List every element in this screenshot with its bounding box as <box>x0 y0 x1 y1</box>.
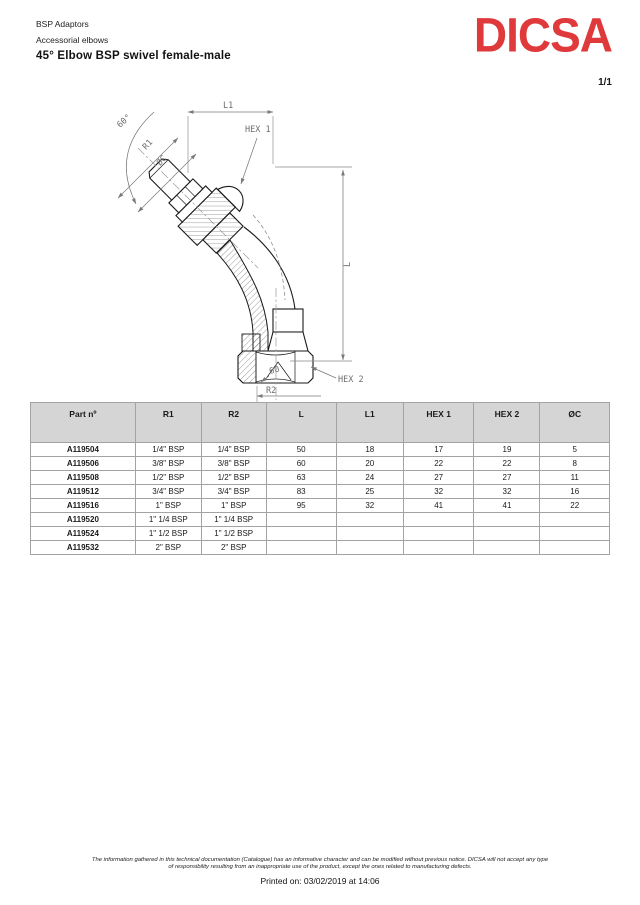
column-header: R2 <box>201 403 266 443</box>
spec-cell <box>266 527 336 541</box>
spec-cell <box>336 541 403 555</box>
spec-cell <box>403 541 474 555</box>
disclaimer-line1: The information gathered in this technical documentation (Catalogue) has an informative character and can be modified without previous notice. DICSA will not accept any type <box>91 857 549 863</box>
spec-cell: 1" 1/4 BSP <box>201 513 266 527</box>
spec-cell: 22 <box>540 499 610 513</box>
table-row <box>31 527 610 541</box>
spec-cell: 3/8" BSP <box>135 457 201 471</box>
spec-cell: 1/4" BSP <box>201 443 266 457</box>
spec-cell: 11 <box>540 471 610 485</box>
spec-cell <box>474 541 540 555</box>
subcategory-label: Accessorial elbows <box>36 35 109 45</box>
spec-cell: 3/4" BSP <box>201 485 266 499</box>
spec-cell: 50 <box>266 443 336 457</box>
category-label: BSP Adaptors <box>36 19 89 29</box>
spec-cell: 2" BSP <box>201 541 266 555</box>
label-seat-angle: 60 <box>268 364 281 377</box>
spec-cell: 41 <box>474 499 540 513</box>
column-header: L <box>266 403 336 443</box>
part-number-cell: A119508 <box>31 471 136 485</box>
part-number-cell: A119516 <box>31 499 136 513</box>
spec-cell: 19 <box>474 443 540 457</box>
spec-cell: 2" BSP <box>135 541 201 555</box>
spec-cell: 27 <box>403 471 474 485</box>
spec-cell <box>540 513 610 527</box>
disclaimer-line2: of responsibility resulting from an inappropriate use of the product, except the ones related to manufacturing defects. <box>168 864 472 870</box>
part-number-cell: A119506 <box>31 457 136 471</box>
spec-cell: 1" 1/2 BSP <box>201 527 266 541</box>
column-header: HEX 1 <box>403 403 474 443</box>
table-row <box>31 485 610 499</box>
swivel-body <box>273 309 303 332</box>
spec-cell: 3/4" BSP <box>135 485 201 499</box>
spec-cell <box>266 513 336 527</box>
technical-drawing <box>104 94 376 406</box>
label-diameter: ØC <box>154 153 170 169</box>
spec-cell: 95 <box>266 499 336 513</box>
spec-cell <box>336 513 403 527</box>
nut-cut-section <box>238 351 256 383</box>
spec-cell: 1" BSP <box>135 499 201 513</box>
spec-cell: 17 <box>403 443 474 457</box>
table-row <box>31 443 610 457</box>
spec-cell: 5 <box>540 443 610 457</box>
spec-cell: 1" 1/4 BSP <box>135 513 201 527</box>
column-header: HEX 2 <box>474 403 540 443</box>
spec-cell: 83 <box>266 485 336 499</box>
spec-table <box>30 402 610 555</box>
spec-cell: 1/2" BSP <box>201 471 266 485</box>
spec-cell <box>266 541 336 555</box>
spec-cell: 41 <box>403 499 474 513</box>
table-row <box>31 513 610 527</box>
spec-cell: 1" 1/2 BSP <box>135 527 201 541</box>
spec-cell: 32 <box>474 485 540 499</box>
spec-cell: 3/8" BSP <box>201 457 266 471</box>
page-title: 45° Elbow BSP swivel female-male <box>36 50 231 62</box>
swivel-cone <box>268 332 308 351</box>
spec-cell <box>336 527 403 541</box>
spec-cell: 1/4" BSP <box>135 443 201 457</box>
spec-cell <box>403 527 474 541</box>
label-hex2: HEX 2 <box>338 375 364 385</box>
table-row <box>31 541 610 555</box>
printed-timestamp: Printed on: 03/02/2019 at 14:06 <box>260 876 380 886</box>
male-end-shape <box>136 136 259 259</box>
spec-cell <box>474 513 540 527</box>
label-r1: R1 <box>140 137 156 153</box>
spec-cell <box>540 527 610 541</box>
spec-cell: 24 <box>336 471 403 485</box>
spec-cell: 1/2" BSP <box>135 471 201 485</box>
spec-cell: 18 <box>336 443 403 457</box>
spec-cell <box>474 527 540 541</box>
table-row <box>31 499 610 513</box>
spec-cell: 27 <box>474 471 540 485</box>
dicsa-logo: DICSA <box>473 7 612 63</box>
spec-cell <box>540 541 610 555</box>
spec-cell: 22 <box>474 457 540 471</box>
part-number-cell: A119524 <box>31 527 136 541</box>
label-l1: L1 <box>223 101 234 111</box>
column-header: ØC <box>540 403 610 443</box>
spec-cell: 32 <box>403 485 474 499</box>
spec-cell: 1" BSP <box>201 499 266 513</box>
label-l: L <box>343 261 353 267</box>
table-row <box>31 457 610 471</box>
label-r2: R2 <box>266 386 277 396</box>
label-angle: 60° <box>115 112 134 131</box>
part-number-cell: A119520 <box>31 513 136 527</box>
spec-cell: 32 <box>336 499 403 513</box>
retainer-section <box>242 334 260 351</box>
spec-cell: 22 <box>403 457 474 471</box>
spec-cell: 25 <box>336 485 403 499</box>
column-header: Part nº <box>31 403 136 443</box>
spec-cell: 8 <box>540 457 610 471</box>
part-number-cell: A119504 <box>31 443 136 457</box>
label-hex1: HEX 1 <box>245 125 271 135</box>
spec-cell: 63 <box>266 471 336 485</box>
table-row <box>31 471 610 485</box>
spec-cell: 20 <box>336 457 403 471</box>
part-number-cell: A119532 <box>31 541 136 555</box>
part-number-cell: A119512 <box>31 485 136 499</box>
column-header: L1 <box>336 403 403 443</box>
column-header: R1 <box>135 403 201 443</box>
spec-cell: 16 <box>540 485 610 499</box>
spec-cell <box>403 513 474 527</box>
spec-cell: 60 <box>266 457 336 471</box>
page-number: 1/1 <box>598 77 612 88</box>
spec-table-header-row <box>31 403 610 443</box>
